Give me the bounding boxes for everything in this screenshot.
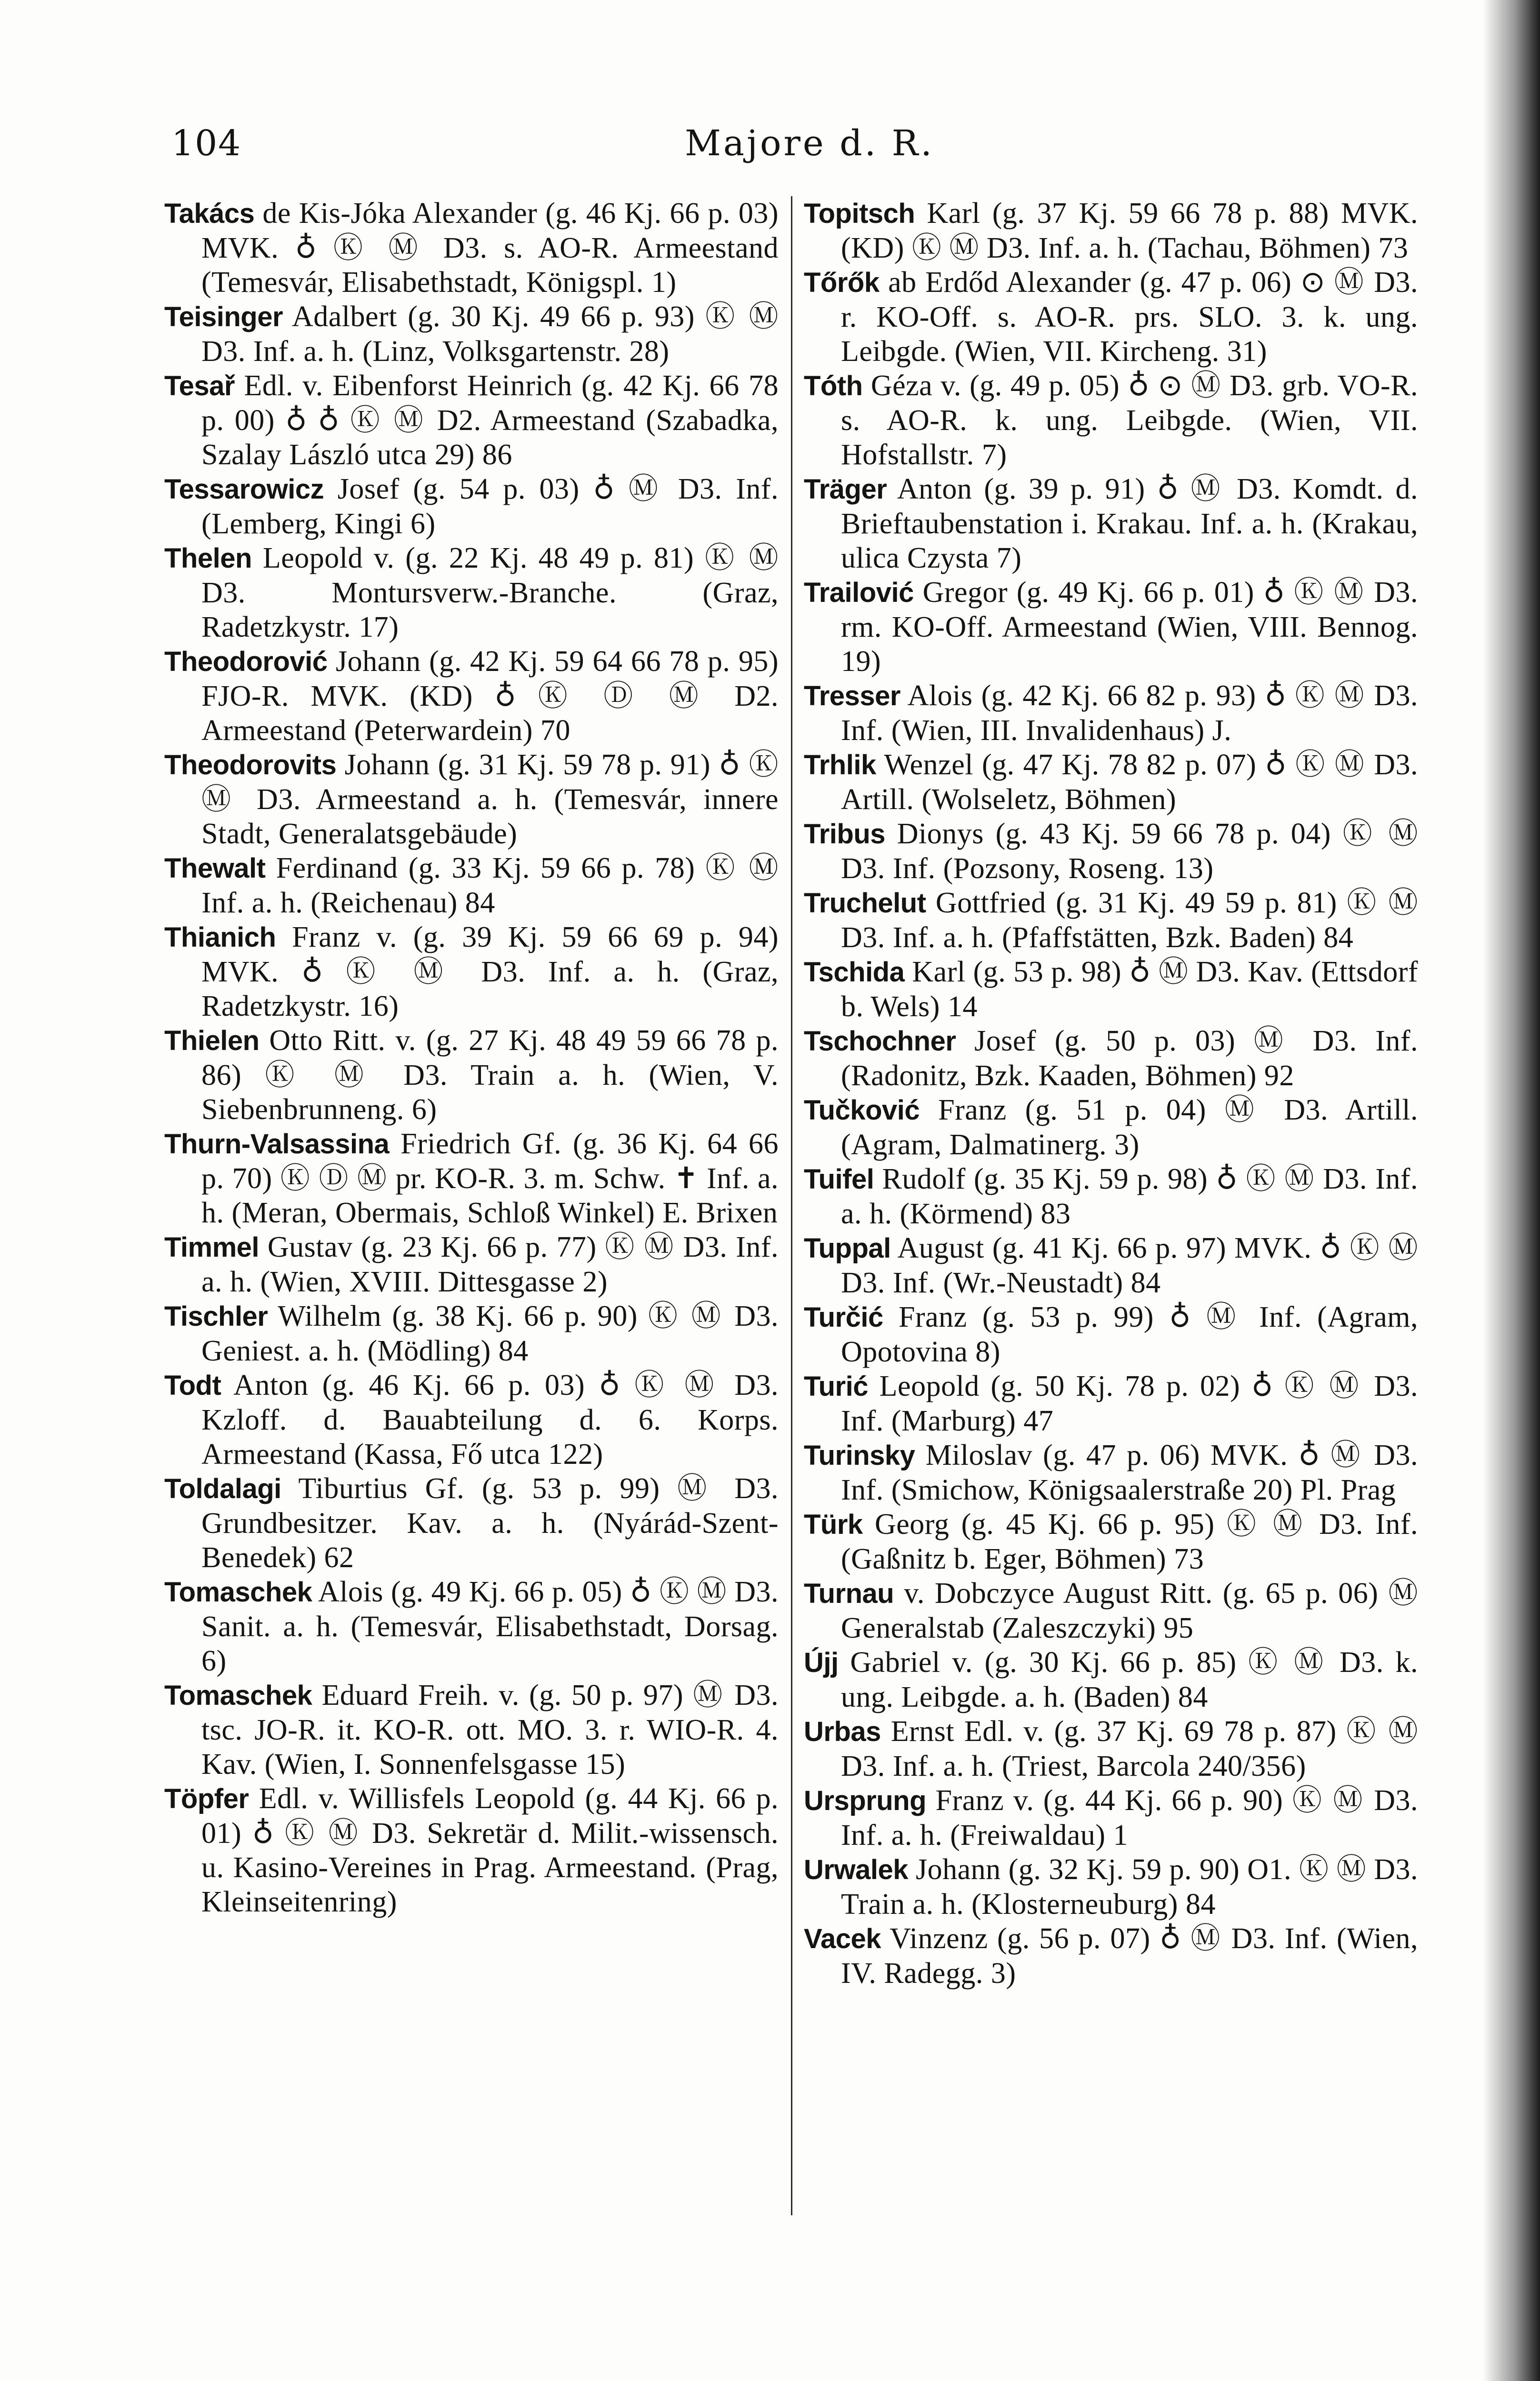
entry-details: Anton (g. 39 p. 91) ♁ Ⓜ D3. Komdt. d. Brieftaubenstation i. Krakau. Inf. a. h. (Krakau, ulica Czysta 7) xyxy=(841,473,1418,574)
entry-details: Leopold (g. 50 Kj. 78 p. 02) ♁ Ⓚ Ⓜ D3. Inf. (Marburg) 47 xyxy=(841,1370,1419,1437)
entry-details: Miloslav (g. 47 p. 06) MVK. ♁ Ⓜ D3. Inf. (Smichow, Königsaalerstraße 20) Pl. Prag xyxy=(841,1439,1418,1506)
entry-surname: Urbas xyxy=(804,1716,881,1747)
entry-surname: Tschochner xyxy=(804,1026,956,1057)
entry-surname: Tuifel xyxy=(804,1164,874,1195)
running-head xyxy=(171,123,1448,175)
register-entry xyxy=(164,748,779,851)
entry-details: Franz (g. 51 p. 04) Ⓜ D3. Artill. (Agram, Dalmatinerg. 3) xyxy=(841,1094,1418,1161)
register-entry xyxy=(804,265,1418,369)
entry-details: Otto Ritt. v. (g. 27 Kj. 48 49 59 66 78 p. 86) Ⓚ Ⓜ D3. Train a. h. (Wien, V. Siebenbrunneng. 6) xyxy=(201,1024,779,1126)
register-entry xyxy=(804,1714,1418,1783)
entry-details: Karl (g. 37 Kj. 59 66 78 p. 88) MVK. (KD) Ⓚ Ⓜ D3. Inf. a. h. (Tachau, Böhmen) 73 xyxy=(841,197,1418,264)
entry-surname: Turinsky xyxy=(804,1440,915,1471)
register-entry xyxy=(804,1576,1418,1645)
entry-details: Wilhelm (g. 38 Kj. 66 p. 90) Ⓚ Ⓜ D3. Geniest. a. h. (Mödling) 84 xyxy=(201,1300,779,1367)
register-entry xyxy=(804,1645,1418,1714)
entry-surname: Tessarowicz xyxy=(164,474,324,505)
register-entry xyxy=(804,1438,1418,1507)
entry-surname: Toldalagi xyxy=(164,1473,281,1504)
entry-surname: Tresser xyxy=(804,680,900,711)
register-entry xyxy=(804,1300,1418,1369)
register-entry xyxy=(804,369,1418,472)
register-entry xyxy=(804,817,1418,886)
page-number: 104 xyxy=(171,123,242,164)
entry-details: Alois (g. 42 Kj. 66 82 p. 93) ♁ Ⓚ Ⓜ D3. Inf. (Wien, III. Invalidenhaus) J. xyxy=(841,680,1418,747)
register-entry xyxy=(164,851,779,920)
entry-details: Johann (g. 32 Kj. 59 p. 90) O1. Ⓚ Ⓜ D3. Train a. h. (Klosterneuburg) 84 xyxy=(841,1853,1418,1921)
entry-surname: Tesař xyxy=(164,370,235,401)
entry-details: Franz v. (g. 39 Kj. 59 66 69 p. 94) MVK. ♁ Ⓚ Ⓜ D3. Inf. a. h. (Graz, Radetzkystr. 16) xyxy=(201,921,779,1022)
register-entry xyxy=(804,196,1418,265)
entry-surname: Türk xyxy=(804,1509,863,1540)
entry-surname: Todt xyxy=(164,1370,221,1401)
entry-surname: Tóth xyxy=(804,370,863,401)
entry-surname: Tschida xyxy=(804,957,905,988)
entry-details: Josef (g. 50 p. 03) Ⓜ D3. Inf. (Radonitz, Bzk. Kaaden, Böhmen) 92 xyxy=(841,1025,1418,1092)
register-entry xyxy=(164,1127,779,1230)
register-entry xyxy=(164,1230,779,1299)
entry-details: Georg (g. 45 Kj. 66 p. 95) Ⓚ Ⓜ D3. Inf. (Gaßnitz b. Eger, Böhmen) 73 xyxy=(841,1508,1418,1575)
entry-surname: Ursprung xyxy=(804,1785,926,1816)
entry-details: Eduard Freih. v. (g. 50 p. 97) Ⓜ D3. tsc. JO-R. it. KO-R. ott. MO. 3. r. WIO-R. 4. Kav. (Wien, I. Sonnenfelsgasse 15) xyxy=(201,1679,779,1781)
entry-surname: Újj xyxy=(804,1647,839,1678)
entry-details: Géza v. (g. 49 p. 05) ♁ ⊙ Ⓜ D3. grb. VO-R. s. AO-R. k. ung. Leibgde. (Wien, VII. Hofstallstr. 7) xyxy=(841,370,1418,471)
register-entry xyxy=(164,1471,779,1575)
register-entry xyxy=(164,472,779,541)
page-title: Majore d. R. xyxy=(685,123,934,164)
register-entry xyxy=(804,1507,1418,1576)
entry-details: Dionys (g. 43 Kj. 59 66 78 p. 04) Ⓚ Ⓜ D3. Inf. (Pozsony, Roseng. 13) xyxy=(841,818,1418,885)
register-entry xyxy=(804,955,1418,1024)
register-entry xyxy=(164,369,779,472)
entry-details: Friedrich Gf. (g. 36 Kj. 64 66 p. 70) Ⓚ Ⓓ Ⓜ pr. KO-R. 3. m. Schw. ✝ Inf. a. h. (Meran, Obermais, Schloß Winkel) E. Brixen xyxy=(201,1128,779,1229)
entry-surname: Tučković xyxy=(804,1095,920,1126)
register-entry xyxy=(164,1575,779,1678)
left-column xyxy=(164,196,779,1919)
register-entry xyxy=(804,1093,1418,1162)
entry-surname: Takács xyxy=(164,198,255,229)
page-edge-shadow xyxy=(1483,0,1540,2381)
entry-details: Tiburtius Gf. (g. 53 p. 99) Ⓜ D3. Grundbesitzer. Kav. a. h. (Nyárád-Szent-Benedek) 62 xyxy=(201,1472,779,1574)
entry-details: August (g. 41 Kj. 66 p. 97) MVK. ♁ Ⓚ Ⓜ D3. Inf. (Wr.-Neustadt) 84 xyxy=(841,1232,1418,1299)
register-entry xyxy=(164,1781,779,1919)
register-entry xyxy=(164,541,779,644)
register-entry xyxy=(804,679,1418,748)
entry-surname: Theodorovits xyxy=(164,750,337,780)
entry-surname: Tischler xyxy=(164,1301,268,1332)
entry-details: Wenzel (g. 47 Kj. 78 82 p. 07) ♁ Ⓚ Ⓜ D3. Artill. (Wolseletz, Böhmen) xyxy=(841,749,1418,816)
entry-surname: Urwalek xyxy=(804,1854,908,1885)
entry-details: Josef (g. 54 p. 03) ♁ Ⓜ D3. Inf. (Lemberg, Kingi 6) xyxy=(201,473,779,540)
entry-surname: Vacek xyxy=(804,1923,881,1954)
register-entry xyxy=(804,1162,1418,1231)
entry-details: Rudolf (g. 35 Kj. 59 p. 98) ♁ Ⓚ Ⓜ D3. Inf. a. h. (Körmend) 83 xyxy=(841,1163,1418,1230)
right-column xyxy=(804,196,1418,1991)
register-entry xyxy=(804,886,1418,955)
entry-details: de Kis-Jóka Alexander (g. 46 Kj. 66 p. 03) MVK. ♁ Ⓚ Ⓜ D3. s. AO-R. Armeestand (Temesvár, Elisabethstadt, Königspl. 1) xyxy=(201,197,779,299)
register-entry xyxy=(804,575,1418,679)
entry-details: v. Dobczyce August Ritt. (g. 65 p. 06) Ⓜ Generalstab (Zaleszczyki) 95 xyxy=(841,1577,1418,1644)
entry-details: Anton (g. 46 Kj. 66 p. 03) ♁ Ⓚ Ⓜ D3. Kzloff. d. Bauabteilung d. 6. Korps. Armeestand (Kassa, Fő utca 122) xyxy=(201,1369,779,1471)
entry-surname: Träger xyxy=(804,474,887,505)
register-entry xyxy=(164,644,779,748)
entry-details: Alois (g. 49 Kj. 66 p. 05) ♁ Ⓚ Ⓜ D3. Sanit. a. h. (Temesvár, Elisabethstadt, Dorsag. 6) xyxy=(201,1576,779,1677)
entry-details: Edl. v. Eibenforst Heinrich (g. 42 Kj. 66 78 p. 00) ♁ ♁ Ⓚ Ⓜ D2. Armeestand (Szabadka, Szalay László utca 29) 86 xyxy=(201,370,779,471)
register-entry xyxy=(804,1783,1418,1852)
register-entry xyxy=(164,196,779,300)
entry-details: Vinzenz (g. 56 p. 07) ♁ Ⓜ D3. Inf. (Wien, IV. Radegg. 3) xyxy=(841,1922,1418,1990)
entry-details: Adalbert (g. 30 Kj. 49 66 p. 93) Ⓚ Ⓜ D3. Inf. a. h. (Linz, Volksgartenstr. 28) xyxy=(201,300,779,368)
entry-details: ab Erdőd Alexander (g. 47 p. 06) ⊙ Ⓜ D3. r. KO-Off. s. AO-R. prs. SLO. 3. k. ung. Leibgde. (Wien, VII. Kircheng. 31) xyxy=(841,266,1418,368)
entry-surname: Töpfer xyxy=(164,1783,249,1814)
register-entry xyxy=(804,472,1418,575)
entry-details: Gustav (g. 23 Kj. 66 p. 77) Ⓚ Ⓜ D3. Inf. a. h. (Wien, XVIII. Dittesgasse 2) xyxy=(201,1231,779,1298)
entry-details: Franz (g. 53 p. 99) ♁ Ⓜ Inf. (Agram, Opotovina 8) xyxy=(841,1301,1418,1368)
entry-details: Gottfried (g. 31 Kj. 49 59 p. 81) Ⓚ Ⓜ D3. Inf. a. h. (Pfaffstätten, Bzk. Baden) 84 xyxy=(841,887,1418,954)
entry-details: Gregor (g. 49 Kj. 66 p. 01) ♁ Ⓚ Ⓜ D3. rm. KO-Off. Armeestand (Wien, VIII. Bennog. 19) xyxy=(841,576,1418,678)
entry-surname: Truchelut xyxy=(804,888,926,919)
entry-surname: Teisinger xyxy=(164,301,283,332)
register-entry xyxy=(804,748,1418,817)
entry-details: Karl (g. 53 p. 98) ♁ Ⓜ D3. Kav. (Ettsdorf b. Wels) 14 xyxy=(841,956,1418,1023)
entry-surname: Tomaschek xyxy=(164,1680,312,1711)
entry-details: Edl. v. Willisfels Leopold (g. 44 Kj. 66 p. 01) ♁ Ⓚ Ⓜ D3. Sekretär d. Milit.-wissensch. u. Kasino-Vereines in Prag. Armeestand. (Prag, Kleinseitenring) xyxy=(201,1782,779,1918)
register-entry xyxy=(164,1368,779,1471)
entry-surname: Turnau xyxy=(804,1578,894,1609)
register-entry xyxy=(164,920,779,1023)
entry-surname: Thielen xyxy=(164,1025,260,1056)
entry-surname: Trhlik xyxy=(804,750,876,780)
register-entry xyxy=(804,1369,1418,1438)
entry-surname: Topitsch xyxy=(804,198,915,229)
entry-details: Ernst Edl. v. (g. 37 Kj. 69 78 p. 87) Ⓚ Ⓜ D3. Inf. a. h. (Triest, Barcola 240/356) xyxy=(841,1715,1418,1782)
register-entry xyxy=(804,1231,1418,1300)
entry-surname: Tuppal xyxy=(804,1233,891,1264)
entry-surname: Turčić xyxy=(804,1302,883,1333)
entry-details: Johann (g. 42 Kj. 59 64 66 78 p. 95) FJO-R. MVK. (KD) ♁ Ⓚ Ⓓ Ⓜ D2. Armeestand (Peterwardein) 70 xyxy=(201,645,779,747)
entry-surname: Theodorović xyxy=(164,646,328,677)
register-entry xyxy=(164,1299,779,1368)
register-entry xyxy=(804,1024,1418,1093)
column-divider xyxy=(791,196,792,2215)
entry-surname: Trailović xyxy=(804,577,914,608)
entry-surname: Thurn-Valsassina xyxy=(164,1129,390,1160)
entry-details: Johann (g. 31 Kj. 59 78 p. 91) ♁ Ⓚ Ⓜ D3. Armeestand a. h. (Temesvár, innere Stadt, Generalatsgebäude) xyxy=(201,749,779,850)
entry-surname: Turić xyxy=(804,1371,868,1402)
entry-details: Franz v. (g. 44 Kj. 66 p. 90) Ⓚ Ⓜ D3. Inf. a. h. (Freiwaldau) 1 xyxy=(841,1784,1418,1851)
entry-surname: Thianich xyxy=(164,922,276,953)
register-entry xyxy=(164,1023,779,1127)
register-entry xyxy=(804,1852,1418,1921)
entry-surname: Tőrők xyxy=(804,267,880,298)
entry-surname: Timmel xyxy=(164,1232,260,1263)
entry-details: Gabriel v. (g. 30 Kj. 66 p. 85) Ⓚ Ⓜ D3. k. ung. Leibgde. a. h. (Baden) 84 xyxy=(838,1646,1418,1713)
entry-details: Leopold v. (g. 22 Kj. 48 49 p. 81) Ⓚ Ⓜ D3. Montursverw.-Branche. (Graz, Radetzkystr. 17) xyxy=(201,542,779,643)
entry-surname: Tribus xyxy=(804,819,886,850)
entry-details: Ferdinand (g. 33 Kj. 59 66 p. 78) Ⓚ Ⓜ Inf. a. h. (Reichenau) 84 xyxy=(201,852,779,919)
entry-surname: Thelen xyxy=(164,543,252,574)
register-entry xyxy=(804,1921,1418,1991)
register-entry xyxy=(164,300,779,369)
entry-surname: Tomaschek xyxy=(164,1577,312,1608)
register-entry xyxy=(164,1678,779,1781)
entry-surname: Thewalt xyxy=(164,853,266,884)
